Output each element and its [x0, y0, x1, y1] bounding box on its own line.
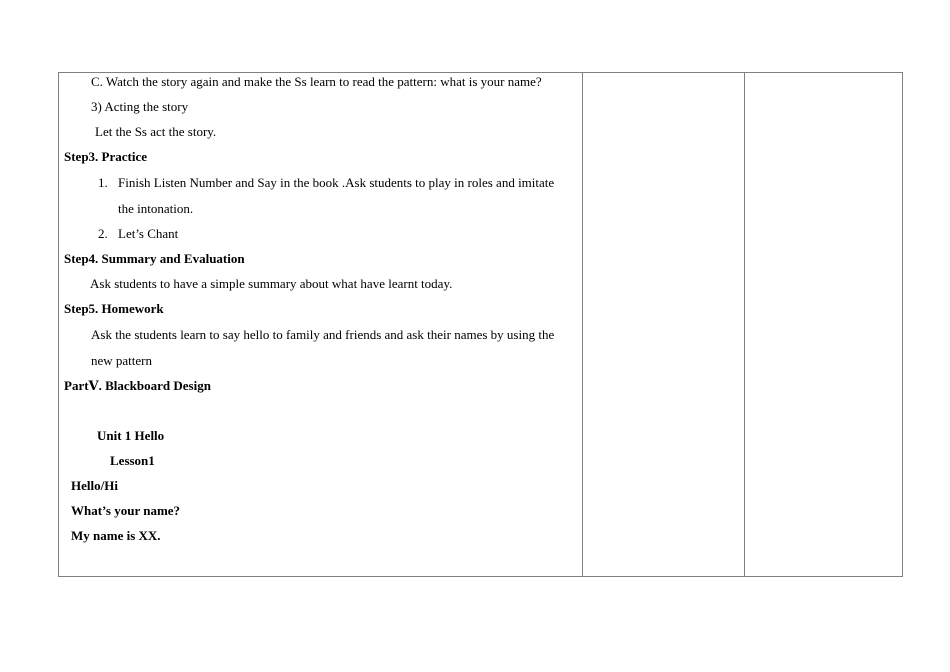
text-homework-line1: Ask the students learn to say hello to family and friends and ask their names by using the: [91, 327, 555, 342]
heading-part5: PartⅤ. Blackboard Design: [64, 378, 211, 393]
column-divider-2: [744, 73, 745, 576]
text-homework-line2: new pattern: [91, 353, 153, 368]
heading-step4: Step4. Summary and Evaluation: [64, 251, 245, 266]
text-acting-story: 3) Acting the story: [91, 99, 189, 114]
board-whats-name: What’s your name?: [71, 503, 181, 518]
board-my-name: My name is XX.: [71, 528, 161, 543]
text-item2: Let’s Chant: [118, 226, 179, 241]
board-lesson: Lesson1: [110, 453, 155, 468]
lesson-plan-table: [58, 72, 903, 577]
list-number-1: 1.: [98, 175, 108, 190]
board-hello: Hello/Hi: [71, 478, 118, 493]
text-item1-line2: the intonation.: [118, 201, 194, 216]
text-item1-line1: Finish Listen Number and Say in the book .Ask students to play in roles and imitate: [118, 175, 555, 190]
text-summary: Ask students to have a simple summary about what have learnt today.: [90, 276, 453, 291]
heading-step5: Step5. Homework: [64, 301, 164, 316]
board-unit-title: Unit 1 Hello: [97, 428, 165, 443]
text-watch-again: C. Watch the story again and make the Ss learn to read the pattern: what is your name?: [91, 74, 542, 89]
heading-step3: Step3. Practice: [64, 149, 148, 164]
column-divider-1: [582, 73, 583, 576]
text-let-ss-act: Let the Ss act the story.: [95, 124, 217, 139]
list-number-2: 2.: [98, 226, 108, 241]
